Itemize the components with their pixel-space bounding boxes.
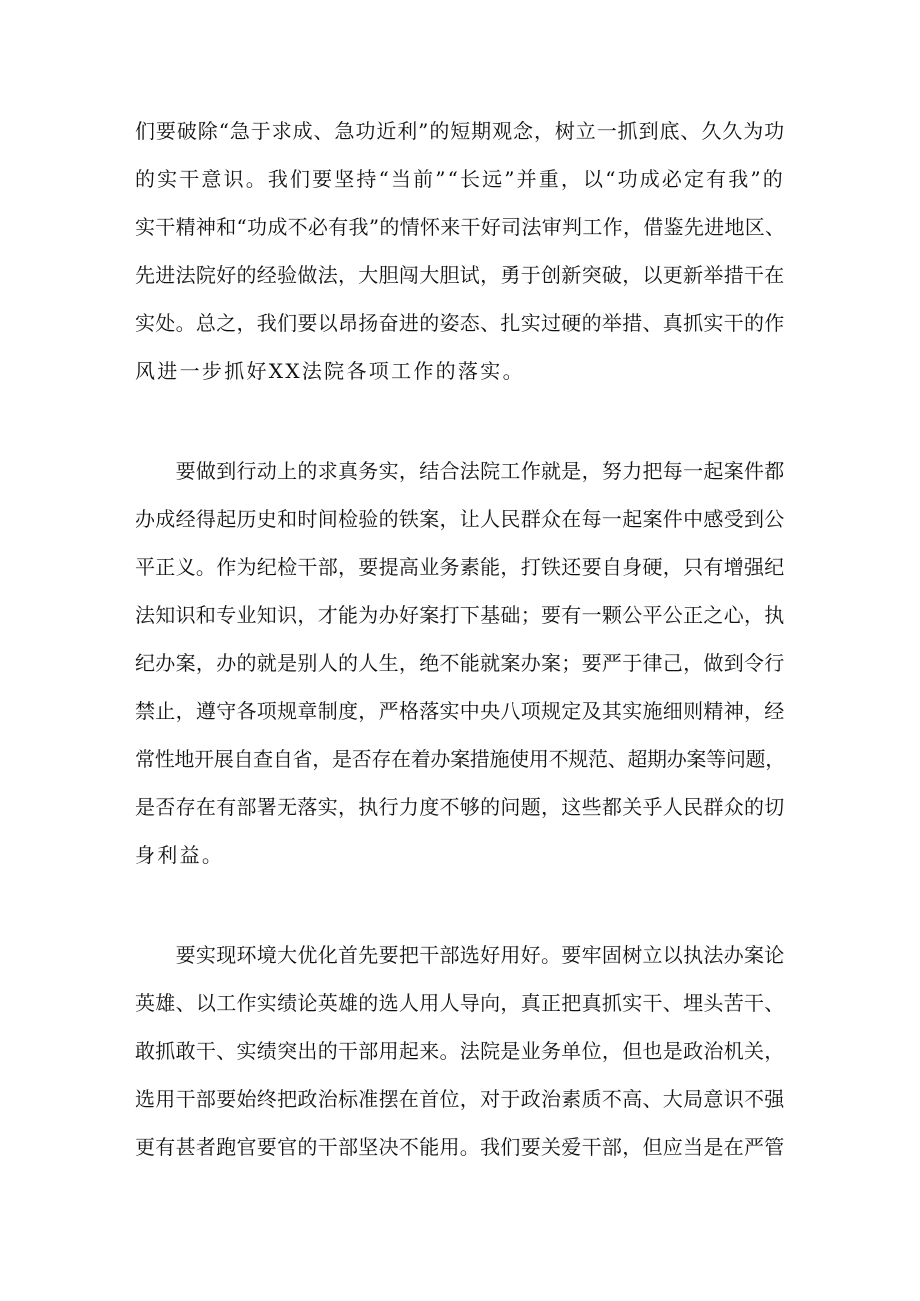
paragraph-3-line-4: 选用干部要始终把政治标准摆在首位，对于政治素质不高、大局意识不强 — [135, 1087, 785, 1111]
paragraph-2-line-3: 平正义。作为纪检干部，要提高业务素能，打铁还要自身硬，只有增强纪 — [135, 555, 785, 579]
paragraph-3-line-1: 要实现环境大优化首先要把干部选好用好。要牢固树立以执法办案论 — [135, 943, 785, 967]
paragraph-2-line-1: 要做到行动上的求真务实，结合法院工作就是，努力把每一起案件都 — [135, 459, 785, 483]
paragraph-2-line-7: 常性地开展自查自省，是否存在着办案措施使用不规范、超期办案等问题， — [135, 747, 785, 771]
paragraph-1-line-1: 们要破除“急于求成、急功近利”的短期观念，树立一抓到底、久久为功 — [135, 119, 786, 143]
paragraph-2-line-9: 身利益。 — [135, 843, 225, 867]
paragraph-1-line-2: 的实干意识。我们要坚持“当前”“长远”并重，以“功成必定有我”的 — [135, 167, 785, 191]
paragraph-2-line-5: 纪办案，办的就是别人的人生，绝不能就案办案；要严于律己，做到令行 — [135, 651, 785, 675]
paragraph-2-line-8: 是否存在有部署无落实，执行力度不够的问题，这些都关乎人民群众的切 — [135, 795, 785, 819]
paragraph-1-line-6: 风进一步抓好XX法院各项工作的落实。 — [135, 359, 525, 383]
paragraph-2-line-6: 禁止，遵守各项规章制度，严格落实中央八项规定及其实施细则精神，经 — [135, 699, 785, 723]
paragraph-2-line-2: 办成经得起历史和时间检验的铁案，让人民群众在每一起案件中感受到公 — [135, 507, 785, 531]
paragraph-2-line-4: 法知识和专业知识，才能为办好案打下基础；要有一颗公平公正之心，执 — [135, 603, 785, 627]
paragraph-3-line-5: 更有甚者跑官要官的干部坚决不能用。我们要关爱干部，但应当是在严管 — [135, 1135, 785, 1159]
paragraph-3-line-2: 英雄、以工作实绩论英雄的选人用人导向，真正把真抓实干、埋头苦干、 — [135, 991, 785, 1015]
paragraph-3-line-3: 敢抓敢干、实绩突出的干部用起来。法院是业务单位，但也是政治机关， — [135, 1039, 785, 1063]
paragraph-1-line-4: 先进法院好的经验做法，大胆闯大胆试，勇于创新突破，以更新举措干在 — [135, 263, 785, 287]
paragraph-1-line-5: 实处。总之，我们要以昂扬奋进的姿态、扎实过硬的举措、真抓实干的作 — [135, 311, 785, 335]
paragraph-1-line-3: 实干精神和“功成不必有我”的情怀来干好司法审判工作，借鉴先进地区、 — [135, 215, 786, 239]
